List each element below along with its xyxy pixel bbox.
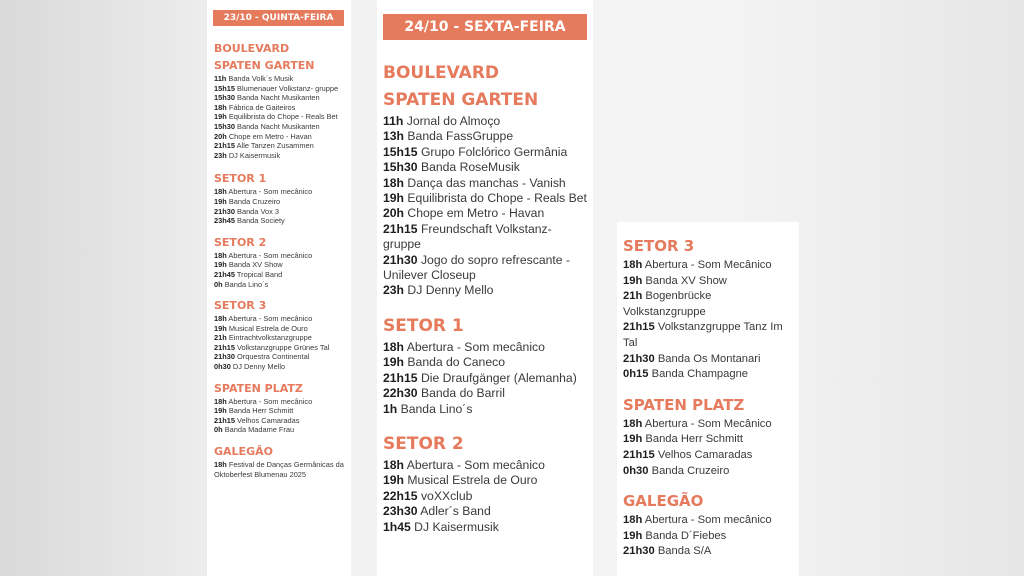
entry-time: 13h	[383, 129, 405, 144]
schedule-entry	[383, 176, 587, 191]
entry-act: Banda XV Show	[645, 274, 727, 287]
schedule-entry	[383, 160, 587, 175]
schedule-entry	[214, 216, 346, 226]
schedule-entry	[623, 432, 795, 448]
schedule-sections	[383, 60, 587, 535]
schedule-entry	[623, 464, 795, 480]
entry-time: 11h	[383, 114, 404, 128]
entry-time: 0h15	[623, 368, 649, 381]
entry-time: 23h	[214, 150, 227, 160]
venue-heading: SETOR 2	[214, 235, 267, 249]
schedule-section	[211, 443, 346, 479]
schedule-entry	[214, 397, 346, 407]
schedule-sections	[211, 40, 346, 479]
entry-time: 19h	[214, 260, 227, 270]
day-banner: 23/10 - QUINTA-FEIRA	[213, 10, 344, 26]
entry-act: voXXclub	[420, 488, 473, 503]
entry-time: 18h	[383, 457, 405, 472]
entry-act: Fábrica de Gaiteiros	[228, 102, 296, 112]
schedule-entry	[214, 84, 346, 94]
schedule-entry	[214, 260, 346, 270]
entry-act: Banda S/A	[657, 545, 712, 558]
entry-time: 21h30	[214, 206, 235, 216]
schedule-entry	[214, 112, 346, 122]
venue-heading: SETOR 3	[214, 299, 267, 313]
entry-time: 21h15	[383, 370, 418, 385]
entry-time: 23h45	[214, 216, 235, 226]
entry-act: Velhos Camaradas	[657, 448, 753, 461]
entry-time: 18h	[214, 314, 227, 324]
entry-act: Abertura - Som mecânico	[228, 187, 313, 197]
entry-time: 0h30	[214, 362, 231, 372]
entry-time: 18h	[383, 175, 405, 190]
schedule-column-friday	[377, 0, 593, 576]
schedule-entry	[214, 333, 346, 343]
entry-act: Tropical Band	[236, 269, 283, 279]
entry-time: 1h	[383, 401, 398, 416]
entry-act: Banda Herr Schmitt	[228, 406, 294, 416]
entry-act: Banda D´Fiebes	[645, 529, 727, 542]
entry-act: DJ Kaisermusik	[414, 519, 499, 534]
schedule-section	[383, 313, 587, 417]
schedule-entry	[623, 513, 795, 529]
schedule-entry	[214, 207, 346, 217]
entry-time: 19h	[623, 274, 643, 287]
schedule-entry	[214, 132, 346, 142]
entry-act: Banda Cruzeiro	[651, 464, 730, 477]
entry-time: 0h30	[623, 464, 649, 477]
entry-time: 15h30	[214, 93, 235, 103]
schedule-section	[211, 40, 346, 160]
venue-heading: SETOR 1	[383, 315, 464, 336]
schedule-entry	[383, 489, 587, 504]
schedule-entry	[214, 343, 346, 353]
entry-time: 19h	[214, 323, 227, 333]
entry-act: Jogo do sopro refrescante - Unilever Closeup	[383, 252, 570, 283]
entry-time: 18h	[383, 339, 405, 354]
entry-act: Alle Tanzen Zusammen	[236, 141, 314, 151]
entry-time: 23h	[383, 283, 405, 298]
schedule-entry	[383, 386, 587, 401]
entry-act: Adler´s Band	[420, 504, 491, 519]
schedule-entry	[214, 324, 346, 334]
entry-act: Blumenauer Volkstanz- gruppe	[237, 83, 339, 93]
schedule-entry	[214, 406, 346, 416]
entry-time: 15h15	[214, 83, 235, 93]
schedule-entry	[214, 93, 346, 103]
entry-act: Volkstanzgruppe Grünes Tal	[237, 342, 330, 352]
entry-time: 19h	[623, 529, 643, 542]
schedule-entry	[214, 460, 346, 479]
schedule-entry	[383, 283, 587, 298]
schedule-entry	[214, 187, 346, 197]
entry-time: 19h	[214, 112, 227, 122]
entry-time: 1h45	[383, 519, 411, 534]
entry-time: 21h30	[623, 545, 655, 558]
entry-time: 19h	[383, 191, 405, 206]
entry-act: DJ Denny Mello	[407, 283, 494, 298]
schedule-entry	[383, 191, 587, 206]
entry-time: 21h15	[214, 415, 235, 425]
entry-time: 21h30	[383, 252, 418, 267]
schedule-entry	[214, 74, 346, 84]
entry-act: Eintrachtvolkstanzgruppe	[228, 333, 312, 343]
entry-act: Volkstanzgruppe Tanz Im Tal	[623, 321, 783, 349]
schedule-entry	[214, 280, 346, 290]
schedule-entry	[214, 197, 346, 207]
entry-act: Banda RoseMusik	[420, 160, 520, 175]
entry-act: Grupo Folclórico Germânia	[420, 144, 568, 159]
entry-time: 18h	[214, 396, 227, 406]
entry-time: 11h	[214, 74, 227, 83]
schedule-entry	[214, 362, 346, 372]
schedule-section	[211, 234, 346, 289]
entry-act: Banda Madame Frau	[224, 425, 295, 435]
entry-time: 18h	[623, 259, 643, 271]
schedule-entry	[214, 352, 346, 362]
schedule-entry	[623, 367, 795, 383]
entry-time: 18h	[623, 417, 643, 430]
schedule-entry	[383, 129, 587, 144]
entry-act: Musical Estrela de Ouro	[407, 473, 538, 488]
entry-act: Banda Champagne	[651, 368, 749, 381]
entry-act: Banda Os Montanari	[657, 352, 761, 365]
entry-time: 15h30	[383, 160, 418, 175]
entry-time: 18h	[214, 187, 227, 197]
entry-time: 19h	[623, 433, 643, 446]
schedule-section	[623, 393, 795, 479]
schedule-entry	[623, 258, 795, 274]
entry-time: 0h	[214, 279, 223, 289]
venue-heading: SETOR 3	[623, 237, 695, 255]
entry-time: 0h	[214, 425, 223, 435]
schedule-entry	[214, 103, 346, 113]
entry-act: Dança das manchas - Vanish	[407, 175, 566, 190]
entry-act: Bogenbrücke Volkstanzgruppe	[623, 290, 712, 318]
entry-time: 18h	[214, 460, 227, 470]
entry-time: 22h30	[383, 386, 418, 401]
schedule-entry	[383, 206, 587, 221]
entry-time: 15h15	[383, 144, 418, 159]
entry-time: 19h	[383, 355, 405, 370]
schedule-entry	[383, 145, 587, 160]
entry-time: 18h	[214, 250, 227, 260]
schedule-entry	[214, 314, 346, 324]
schedule-entry	[383, 253, 587, 284]
schedule-section	[211, 297, 346, 372]
schedule-entry	[623, 320, 795, 351]
entry-act: Banda Lino´s	[224, 279, 269, 289]
schedule-section	[211, 380, 346, 435]
entry-act: Banda XV Show	[228, 260, 283, 270]
entry-act: Freundschaft Volkstanz- gruppe	[383, 221, 552, 252]
entry-act: Die Draufgänger (Alemanha)	[420, 370, 577, 385]
entry-act: Banda Vox 3	[237, 206, 279, 216]
entry-act: Banda Herr Schmitt	[645, 433, 744, 446]
entry-time: 22h15	[383, 488, 418, 503]
schedule-section	[383, 60, 587, 299]
entry-act: Banda do Barril	[420, 386, 505, 401]
schedule-entry	[383, 355, 587, 370]
schedule-entry	[383, 222, 587, 253]
entry-time: 21h15	[214, 342, 235, 352]
schedule-entry	[623, 417, 795, 433]
schedule-entry	[383, 504, 587, 519]
schedule-entry	[623, 544, 795, 560]
entry-time: 21h15	[214, 141, 235, 151]
entry-act: Abertura - Som mecânico	[228, 314, 313, 324]
entry-act: Banda FassGruppe	[407, 129, 514, 144]
entry-act: Musical Estrela de Ouro	[228, 323, 308, 333]
entry-act: Chope em Metro - Havan	[228, 131, 312, 141]
schedule-entry	[383, 458, 587, 473]
entry-time: 21h30	[623, 352, 655, 365]
entry-time: 21h15	[623, 321, 655, 334]
entry-act: DJ Denny Mello	[232, 362, 286, 372]
entry-act: Velhos Camaradas	[237, 415, 300, 425]
entry-time: 21h	[214, 333, 227, 343]
venue-heading: GALEGÃO	[623, 492, 704, 511]
entry-time: 18h	[623, 514, 643, 527]
entry-time: 19h	[214, 196, 227, 206]
entry-time: 18h	[214, 102, 227, 112]
entry-act: Banda do Caneco	[407, 355, 505, 370]
entry-act: Banda Lino´s	[400, 401, 473, 416]
schedule-column-friday-continued	[617, 222, 799, 576]
day-banner: 24/10 - SEXTA-FEIRA	[383, 14, 587, 40]
schedule-entry	[623, 529, 795, 545]
entry-act: DJ Kaisermusik	[228, 150, 281, 160]
entry-act: Banda Volk´s Musik	[228, 74, 294, 83]
schedule-section	[623, 489, 795, 560]
schedule-entry	[214, 251, 346, 261]
entry-time: 19h	[214, 406, 227, 416]
entry-time: 21h15	[383, 221, 418, 236]
venue-heading: SETOR 1	[214, 172, 267, 186]
entry-time: 20h	[214, 131, 227, 141]
schedule-sections	[623, 234, 795, 560]
entry-act: Orquestra Continental	[237, 352, 310, 362]
entry-act: Abertura - Som mecânico	[228, 396, 313, 406]
entry-time: 19h	[383, 473, 405, 488]
schedule-entry	[383, 520, 587, 535]
entry-act: Banda Nacht Musikanten	[237, 121, 320, 131]
entry-time: 21h	[623, 290, 643, 303]
venue-heading: SPATEN PLATZ	[214, 381, 303, 395]
schedule-section	[623, 234, 795, 383]
schedule-column-thursday	[207, 0, 351, 576]
entry-act: Jornal do Almoço	[406, 114, 501, 128]
schedule-entry	[383, 340, 587, 355]
schedule-entry	[214, 425, 346, 435]
venue-heading: SPATEN PLATZ	[623, 395, 745, 414]
entry-time: 21h15	[623, 448, 655, 461]
entry-time: 15h30	[214, 121, 235, 131]
entry-act: Chope em Metro - Havan	[407, 206, 545, 221]
schedule-entry	[214, 122, 346, 132]
venue-heading: BOULEVARD SPATEN GARTEN	[214, 42, 315, 72]
schedule-entry	[383, 114, 587, 129]
schedule-entry	[214, 141, 346, 151]
schedule-entry	[383, 402, 587, 417]
schedule-entry	[623, 448, 795, 464]
schedule-entry	[383, 473, 587, 488]
entry-time: 23h30	[383, 504, 418, 519]
venue-heading: GALEGÃO	[214, 445, 273, 459]
entry-time: 21h45	[214, 269, 235, 279]
entry-act: Abertura - Som Mecânico	[644, 417, 772, 430]
schedule-entry	[214, 416, 346, 426]
schedule-section	[383, 431, 587, 535]
schedule-entry	[623, 352, 795, 368]
venue-heading: SETOR 2	[383, 433, 464, 454]
entry-act: Banda Society	[237, 216, 285, 226]
schedule-section	[211, 170, 346, 225]
schedule-entry	[214, 270, 346, 280]
entry-act: Equilibrista do Chope - Reals Bet	[228, 112, 338, 122]
entry-act: Banda Cruzeiro	[228, 196, 281, 206]
schedule-entry	[623, 289, 795, 320]
schedule-entry	[214, 151, 346, 161]
entry-act: Banda Nacht Musikanten	[237, 93, 320, 103]
entry-act: Abertura - Som mecânico	[228, 250, 313, 260]
venue-heading: BOULEVARD SPATEN GARTEN	[383, 63, 539, 110]
entry-act: Abertura - Som Mecânico	[644, 259, 772, 271]
entry-act: Festival de Danças Germânicas da Oktoberfest Blumenau 2025	[214, 460, 344, 479]
entry-act: Abertura - Som mecânico	[644, 514, 772, 527]
schedule-entry	[623, 274, 795, 290]
entry-time: 20h	[383, 206, 405, 221]
entry-act: Abertura - Som mecânico	[406, 457, 545, 472]
entry-act: Equilibrista do Chope - Reals Bet	[407, 191, 587, 206]
entry-act: Abertura - Som mecânico	[406, 339, 545, 354]
schedule-entry	[383, 371, 587, 386]
entry-time: 21h30	[214, 352, 235, 362]
